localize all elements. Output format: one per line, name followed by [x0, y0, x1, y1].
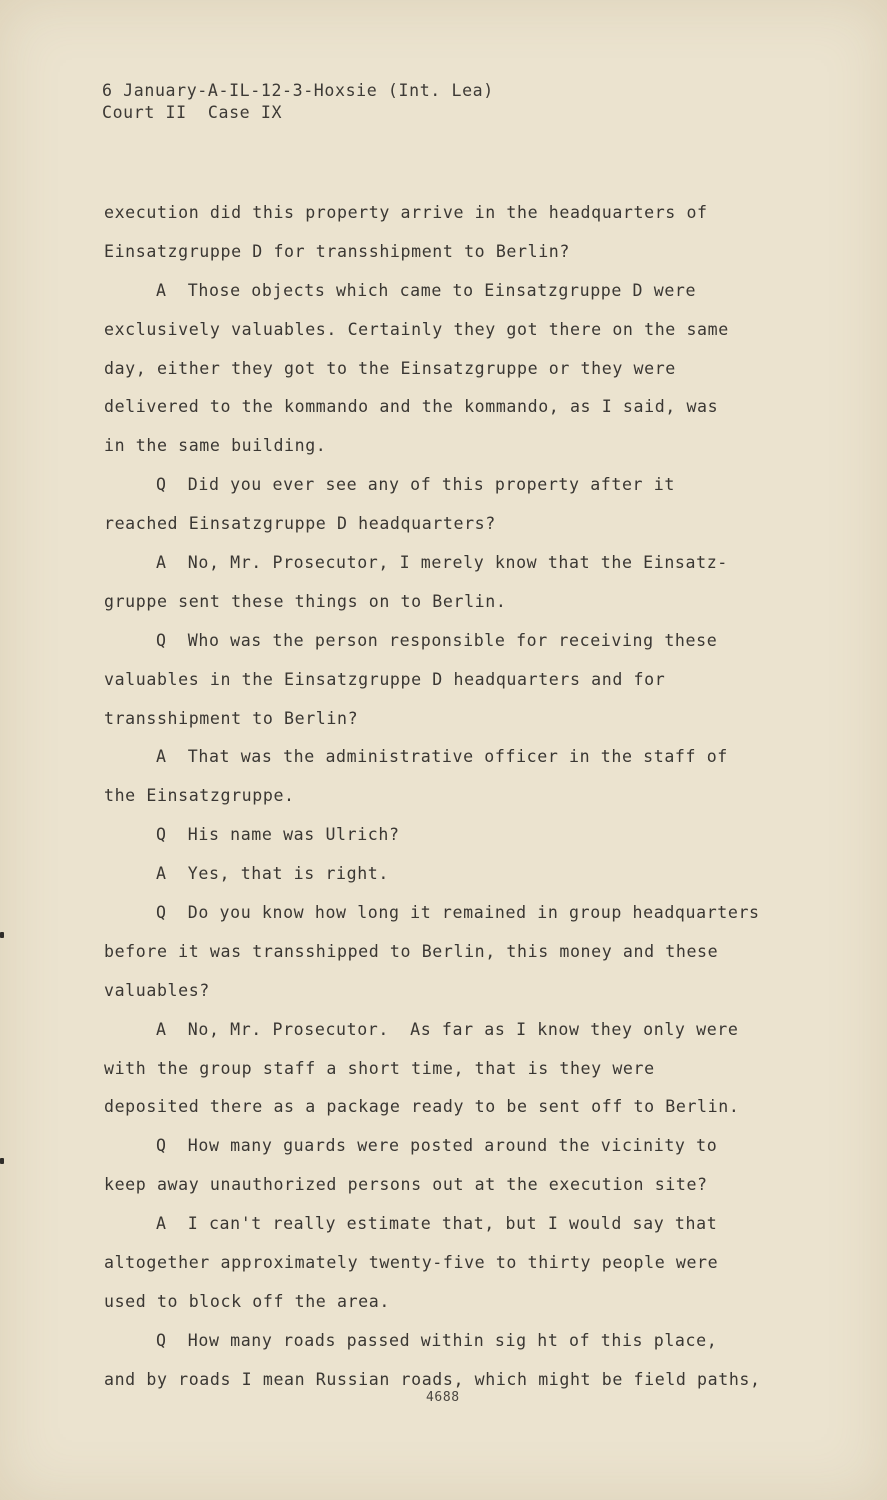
- transcript-line: the Einsatzgruppe.: [104, 786, 295, 806]
- transcript-line: Einsatzgruppe D for transshipment to Berlin?: [104, 241, 570, 261]
- page-number: 4688: [426, 1390, 460, 1405]
- transcript-line: in the same building.: [104, 436, 327, 456]
- transcript-line: execution did this property arrive in the headquarters of: [104, 203, 708, 222]
- transcript-line: A I can't really estimate that, but I would say that: [156, 1214, 718, 1234]
- header-session-line: 6 January-A-IL-12-3-Hoxsie (Int. Lea): [102, 81, 494, 100]
- transcript-line: before it was transshipped to Berlin, this money and these: [104, 941, 719, 961]
- transcript-line: transshipment to Berlin?: [104, 708, 359, 728]
- transcript-line: A Yes, that is right.: [156, 864, 389, 884]
- transcript-line: exclusively valuables. Certainly they got there on the same: [104, 319, 729, 339]
- header-court-line: Court II Case IX: [102, 103, 283, 122]
- transcript-line: day, either they got to the Einsatzgruppe or they were: [104, 358, 676, 378]
- transcript-line: A Those objects which came to Einsatzgruppe D were: [156, 280, 697, 300]
- document-header: [102, 80, 722, 124]
- transcript-line: A No, Mr. Prosecutor, I merely know that the Einsatz-: [156, 553, 728, 573]
- binding-hole-mark: [0, 932, 4, 938]
- transcript-line: valuables in the Einsatzgruppe D headquarters and for: [104, 669, 666, 689]
- transcript-line: Q His name was Ulrich?: [156, 825, 400, 845]
- binding-hole-mark: [0, 1158, 4, 1164]
- transcript-line: Q Who was the person responsible for receiving these: [156, 630, 718, 650]
- transcript-line: and by roads I mean Russian roads, which might be field paths,: [104, 1369, 761, 1389]
- transcript-line: Q Did you ever see any of this property after it: [156, 475, 675, 495]
- transcript-line: reached Einsatzgruppe D headquarters?: [104, 514, 496, 534]
- transcript-line: gruppe sent these things on to Berlin.: [104, 591, 507, 611]
- transcript-line: valuables?: [104, 980, 210, 1000]
- transcript-line: Q How many roads passed within sig ht of this place,: [156, 1330, 718, 1350]
- transcript-line: A That was the administrative officer in the staff of: [156, 747, 728, 767]
- transcript-line: altogether approximately twenty-five to thirty people were: [104, 1253, 719, 1273]
- transcript-line: used to block off the area.: [104, 1291, 390, 1311]
- transcript-line: delivered to the kommando and the kommando, as I said, was: [104, 397, 719, 417]
- transcript-line: Q Do you know how long it remained in group headquarters: [156, 903, 760, 923]
- transcript-line: deposited there as a package ready to be sent off to Berlin.: [104, 1097, 740, 1117]
- transcript-line: with the group staff a short time, that is they were: [104, 1058, 655, 1078]
- transcript-line: Q How many guards were posted around the vicinity to: [156, 1136, 718, 1156]
- transcript-body: [104, 194, 824, 1400]
- transcript-line: keep away unauthorized persons out at the execution site?: [104, 1175, 708, 1195]
- transcript-line: A No, Mr. Prosecutor. As far as I know they only were: [156, 1019, 739, 1039]
